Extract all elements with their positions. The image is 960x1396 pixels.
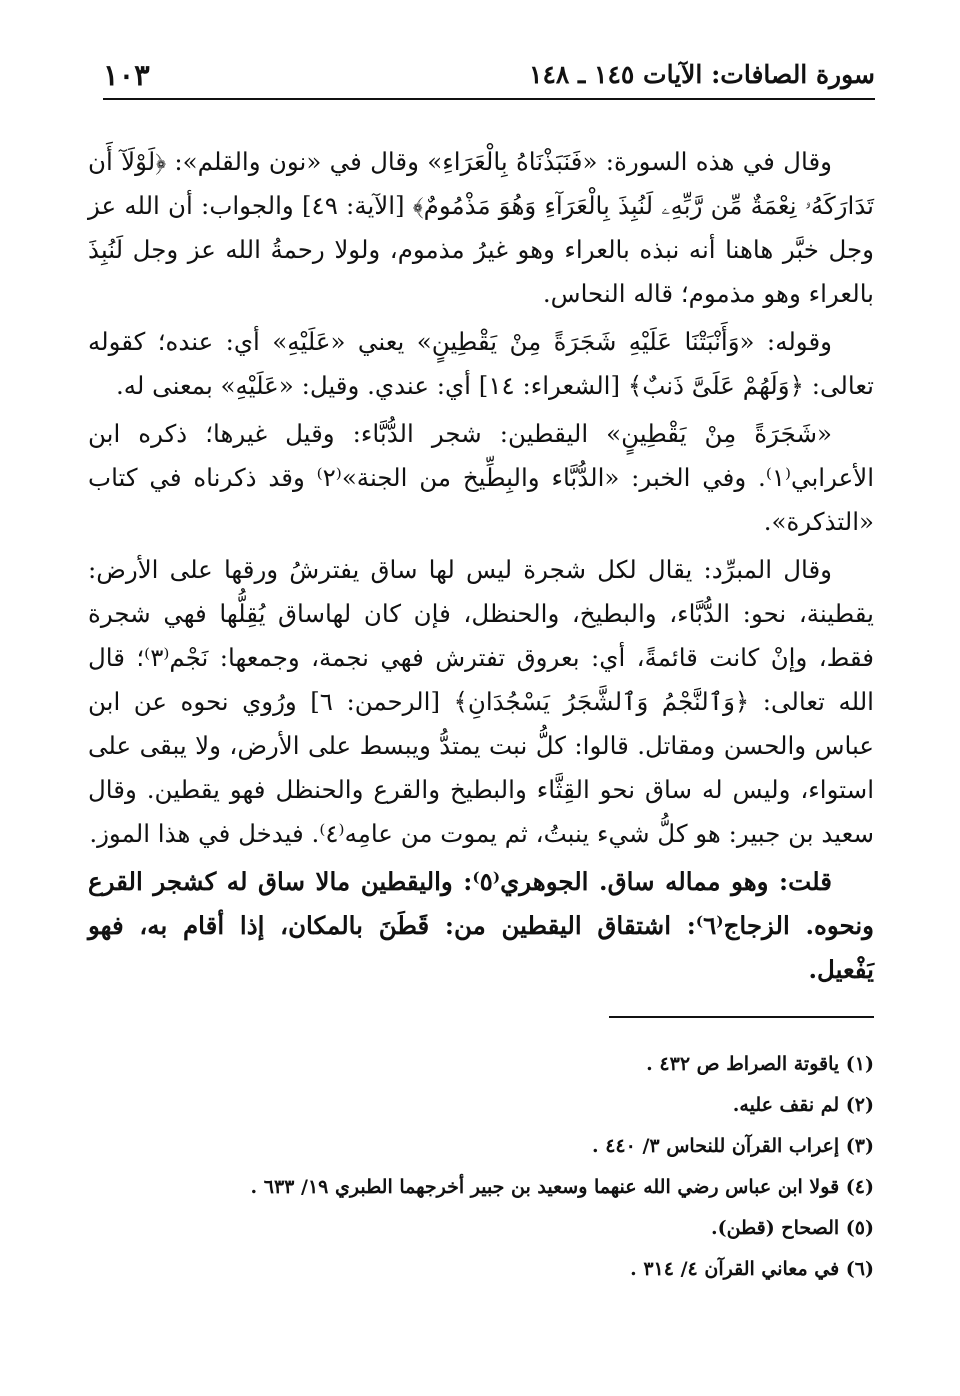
main-text (88, 140, 874, 996)
footnote-4: (٤) قولا ابن عباس رضي الله عنهما وسعيد بن جبير أخرجهما الطبري ١٩/ ٦٣٣ . (250, 1176, 874, 1198)
footnote-2: (٢) لم نقف عليه. (732, 1094, 874, 1116)
footnote-separator (609, 1016, 874, 1018)
paragraph-1: وقال في هذه السورة: «فَنَبَذْنَاهُ بِالْعَرَاءِ» وقال في «نون والقلم»: ﴿لَوْلَآ أَن تَدَارَكَهُۥ نِعْمَةٌ مِّن رَّبِّهِۦ لَنُبِذَ بِالْعَرَآءِ وَهُوَ مَذْمُومٌ﴾ [الآية: ٤٩] والجواب: أن الله عز وجل خبَّر هاهنا أنه نبذه بالعراء وهو غيرُ مذموم، ولولا رحمةُ الله عز وجل لَنُبِذَ بالعراء وهو مذموم؛ قاله النحاس. (88, 147, 874, 308)
footnote-1: (١) ياقوتة الصراط ص ٤٣٢ . (646, 1053, 874, 1075)
paragraph-4: وقال المبرِّد: يقال لكل شجرة ليس لها ساق يفترشُ ورقها على الأرض: يقطينة، نحو: الدُّبَّاء، والبطيخ، والحنظل، فإن كان لهاساق يُقِلُّها فهي شجرة فقط، وإنْ كانت قائمةً، أي: بعروق تفترش فهي نجمة، وجمعها: نَجْم⁽٣⁾؛ قال الله تعالى: ﴿وَٱلنَّجْمُ وَٱلشَّجَرُ يَسْجُدَانِ﴾ [الرحمن: ٦] ورُوي نحوه عن ابن عباس والحسن ومقاتل. قالوا: كلُّ نبت يمتدُّ ويبسط على الأرض، ولا يبقى على استواء، وليس له ساق نحو القِثَّاء والبطيخ والقرع والحنظل فهو يقطين. وقال سعيد بن جبير: هو كلُّ شيء ينبتُ، ثم يموت من عامِه⁽٤⁾. فيدخل في هذا الموز. (88, 555, 874, 848)
footnote-3: (٣) إعراب القرآن للنحاس ٣/ ٤٤٠ . (591, 1135, 874, 1157)
page-header (103, 58, 875, 100)
paragraph-2: وقوله: «وَأَنْبَتْنَا عَلَيْهِ شَجَرَةً مِنْ يَقْطِينٍ» يعني «عَلَيْهِ» أي: عنده؛ كقوله تعالى: ﴿وَلَهُمْ عَلَىَّ ذَنبٌ﴾ [الشعراء: ١٤] أي: عندي. وقيل: «عَلَيْهِ» بمعنى له. (88, 327, 874, 400)
paragraph-5: قلت: وهو مماله ساق. الجوهري⁽٥⁾: واليقطين مالا ساق له كشجر القرع ونحوه. الزجاج⁽٦⁾: اشتقاق اليقطين من: قَطَنَ بالمكان، إذا أقام به، فهو يَفْعيل. (88, 867, 875, 984)
footnotes (88, 1044, 874, 1290)
footnote-5: (٥) الصحاح (قطن). (710, 1217, 874, 1239)
footnote-6: (٦) في معاني القرآن ٤/ ٣١٤ . (630, 1258, 874, 1280)
page-number: ١٠٣ (103, 58, 150, 92)
running-title: سورة الصافات: الآيات ١٤٥ ـ ١٤٨ (529, 60, 875, 89)
paragraph-3: «شَجَرَةً مِنْ يَقْطِينٍ» اليقطين: شجر الدُّبَّاء: وقيل غيرها؛ ذكره ابن الأعرابي⁽١⁾. وفي الخبر: «الدُّبَّاء والبِطِّيخ من الجنة»⁽٢⁾ وقد ذكرناه في كتاب «التذكرة». (88, 419, 874, 536)
